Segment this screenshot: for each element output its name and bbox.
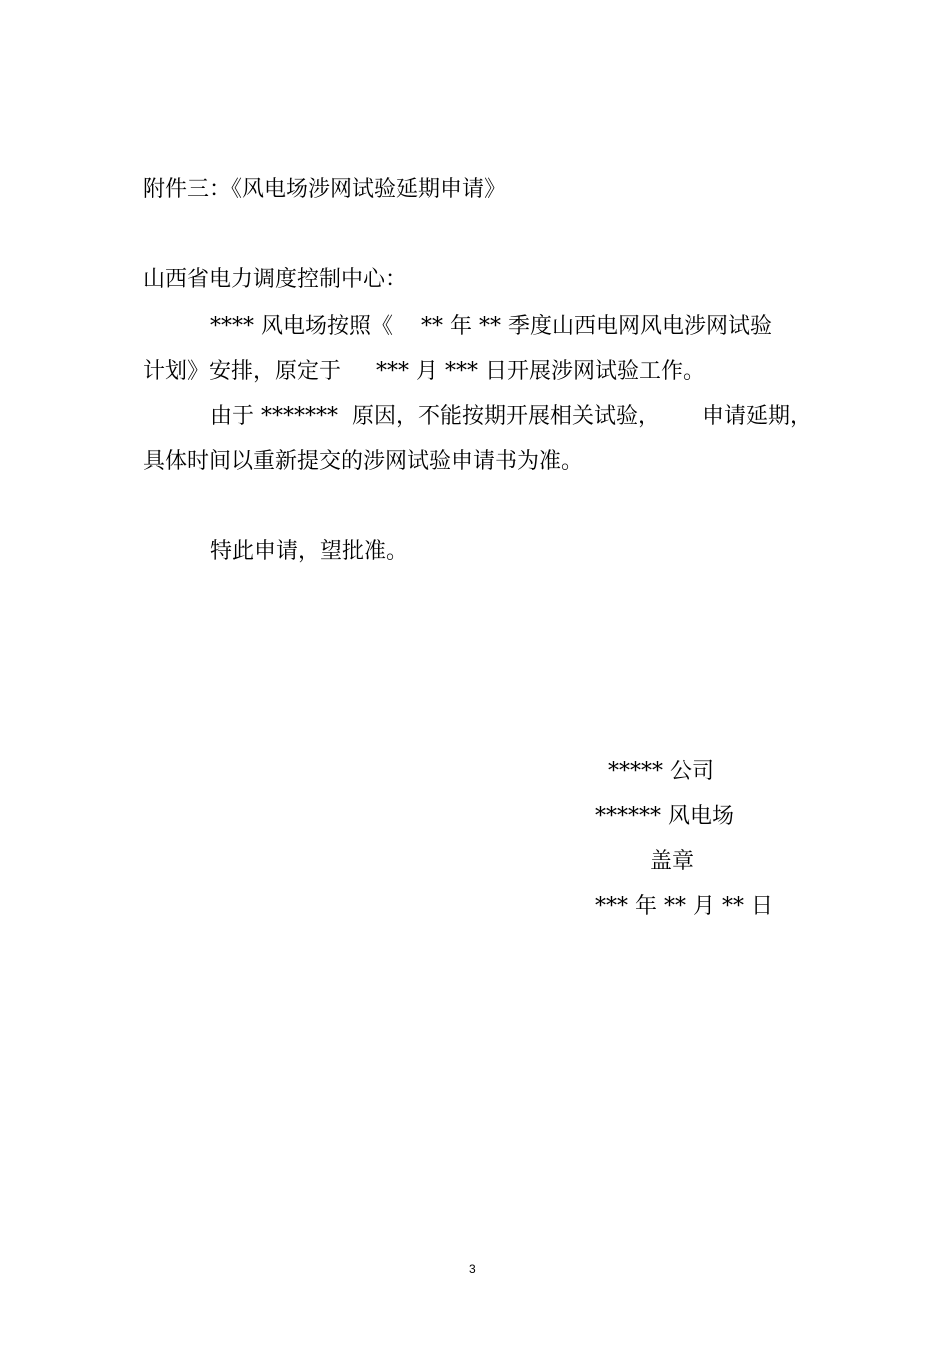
paragraph-1-line-1: **** 风电场按照《 ** 年 ** 季度山西电网风电涉网试验 — [210, 314, 772, 339]
paragraph-2-line-1: 由于 ******* 原因，不能按期开展相关试验， 申请延期， — [210, 404, 812, 429]
addressee: 山西省电力调度控制中心： — [143, 267, 408, 292]
signature-wind-farm: ****** 风电场 — [595, 804, 734, 829]
paragraph-1-line-2: 计划》安排，原定于 *** 月 *** 日开展涉网试验工作。 — [143, 359, 705, 384]
closing-line: 特此申请，望批准。 — [210, 539, 409, 564]
paragraph-2-line-2: 具体时间以重新提交的涉网试验申请书为准。 — [143, 449, 584, 474]
page-number: 3 — [469, 1262, 476, 1276]
signature-company: ***** 公司 — [608, 759, 714, 784]
signature-seal: 盖章 — [650, 849, 695, 874]
signature-date: *** 年 ** 月 ** 日 — [595, 894, 773, 919]
document-title: 附件三：《风电场涉网试验延期申请》 — [143, 177, 507, 202]
